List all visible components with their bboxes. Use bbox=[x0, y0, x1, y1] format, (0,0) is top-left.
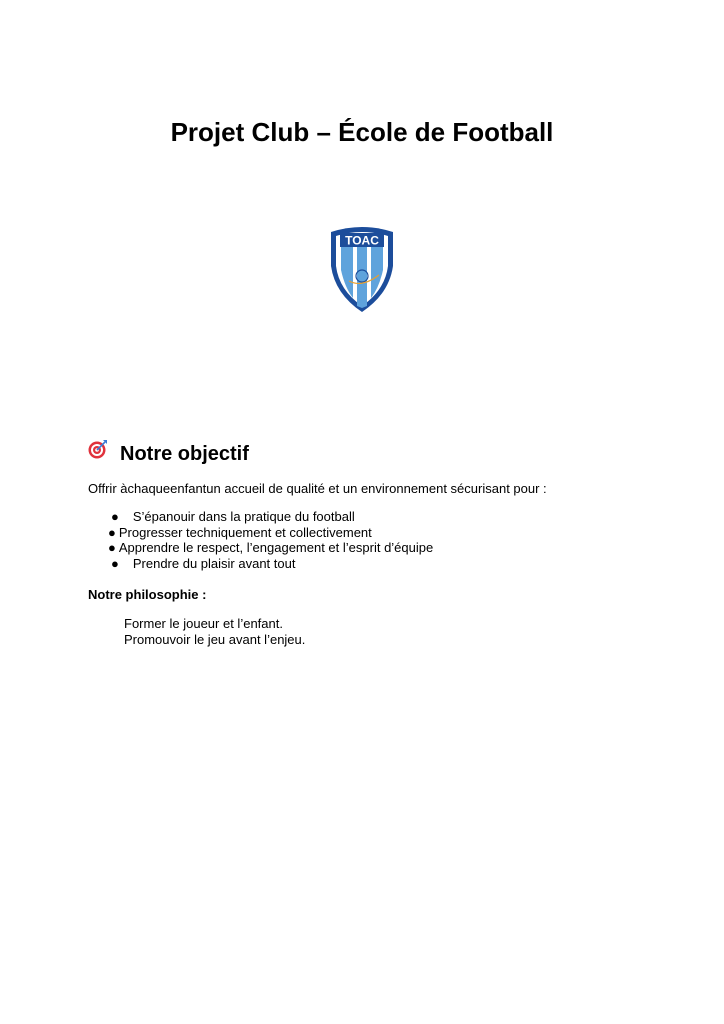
philosophy-lines bbox=[124, 616, 305, 647]
target-icon bbox=[88, 439, 108, 459]
club-logo bbox=[327, 226, 397, 312]
page-title: Projet Club – École de Football bbox=[170, 117, 554, 147]
philosophy-line: Promouvoir le jeu avant l’enjeu. bbox=[124, 631, 306, 647]
logo-text: TOAC bbox=[345, 233, 379, 248]
list-item bbox=[111, 556, 295, 572]
objective-heading: Notre objectif bbox=[120, 443, 249, 465]
list-item bbox=[111, 509, 355, 525]
list-item-text: S’épanouir dans la pratique du football bbox=[132, 509, 355, 524]
bullet-marker: ● bbox=[108, 540, 116, 555]
bullet-marker: ● bbox=[108, 524, 116, 540]
list-item-text: Prendre du plaisir avant tout bbox=[132, 555, 296, 571]
philosophy-line: Former le joueur et l’enfant. bbox=[124, 616, 283, 631]
objective-intro: Offrir àchaqueenfantun accueil de qualité et un environnement sécurisant pour : bbox=[88, 481, 547, 496]
list-item bbox=[108, 540, 433, 556]
bullet-marker: ● bbox=[111, 555, 119, 571]
list-item bbox=[108, 525, 372, 541]
logo-stripe-center bbox=[357, 238, 367, 308]
bullet-marker: ● bbox=[111, 509, 119, 524]
list-item-text: Apprendre le respect, l’engagement et l’esprit d’équipe bbox=[118, 540, 434, 555]
philosophy-heading: Notre philosophie : bbox=[88, 587, 207, 602]
list-item-text: Progresser techniquement et collectivement bbox=[118, 524, 372, 540]
